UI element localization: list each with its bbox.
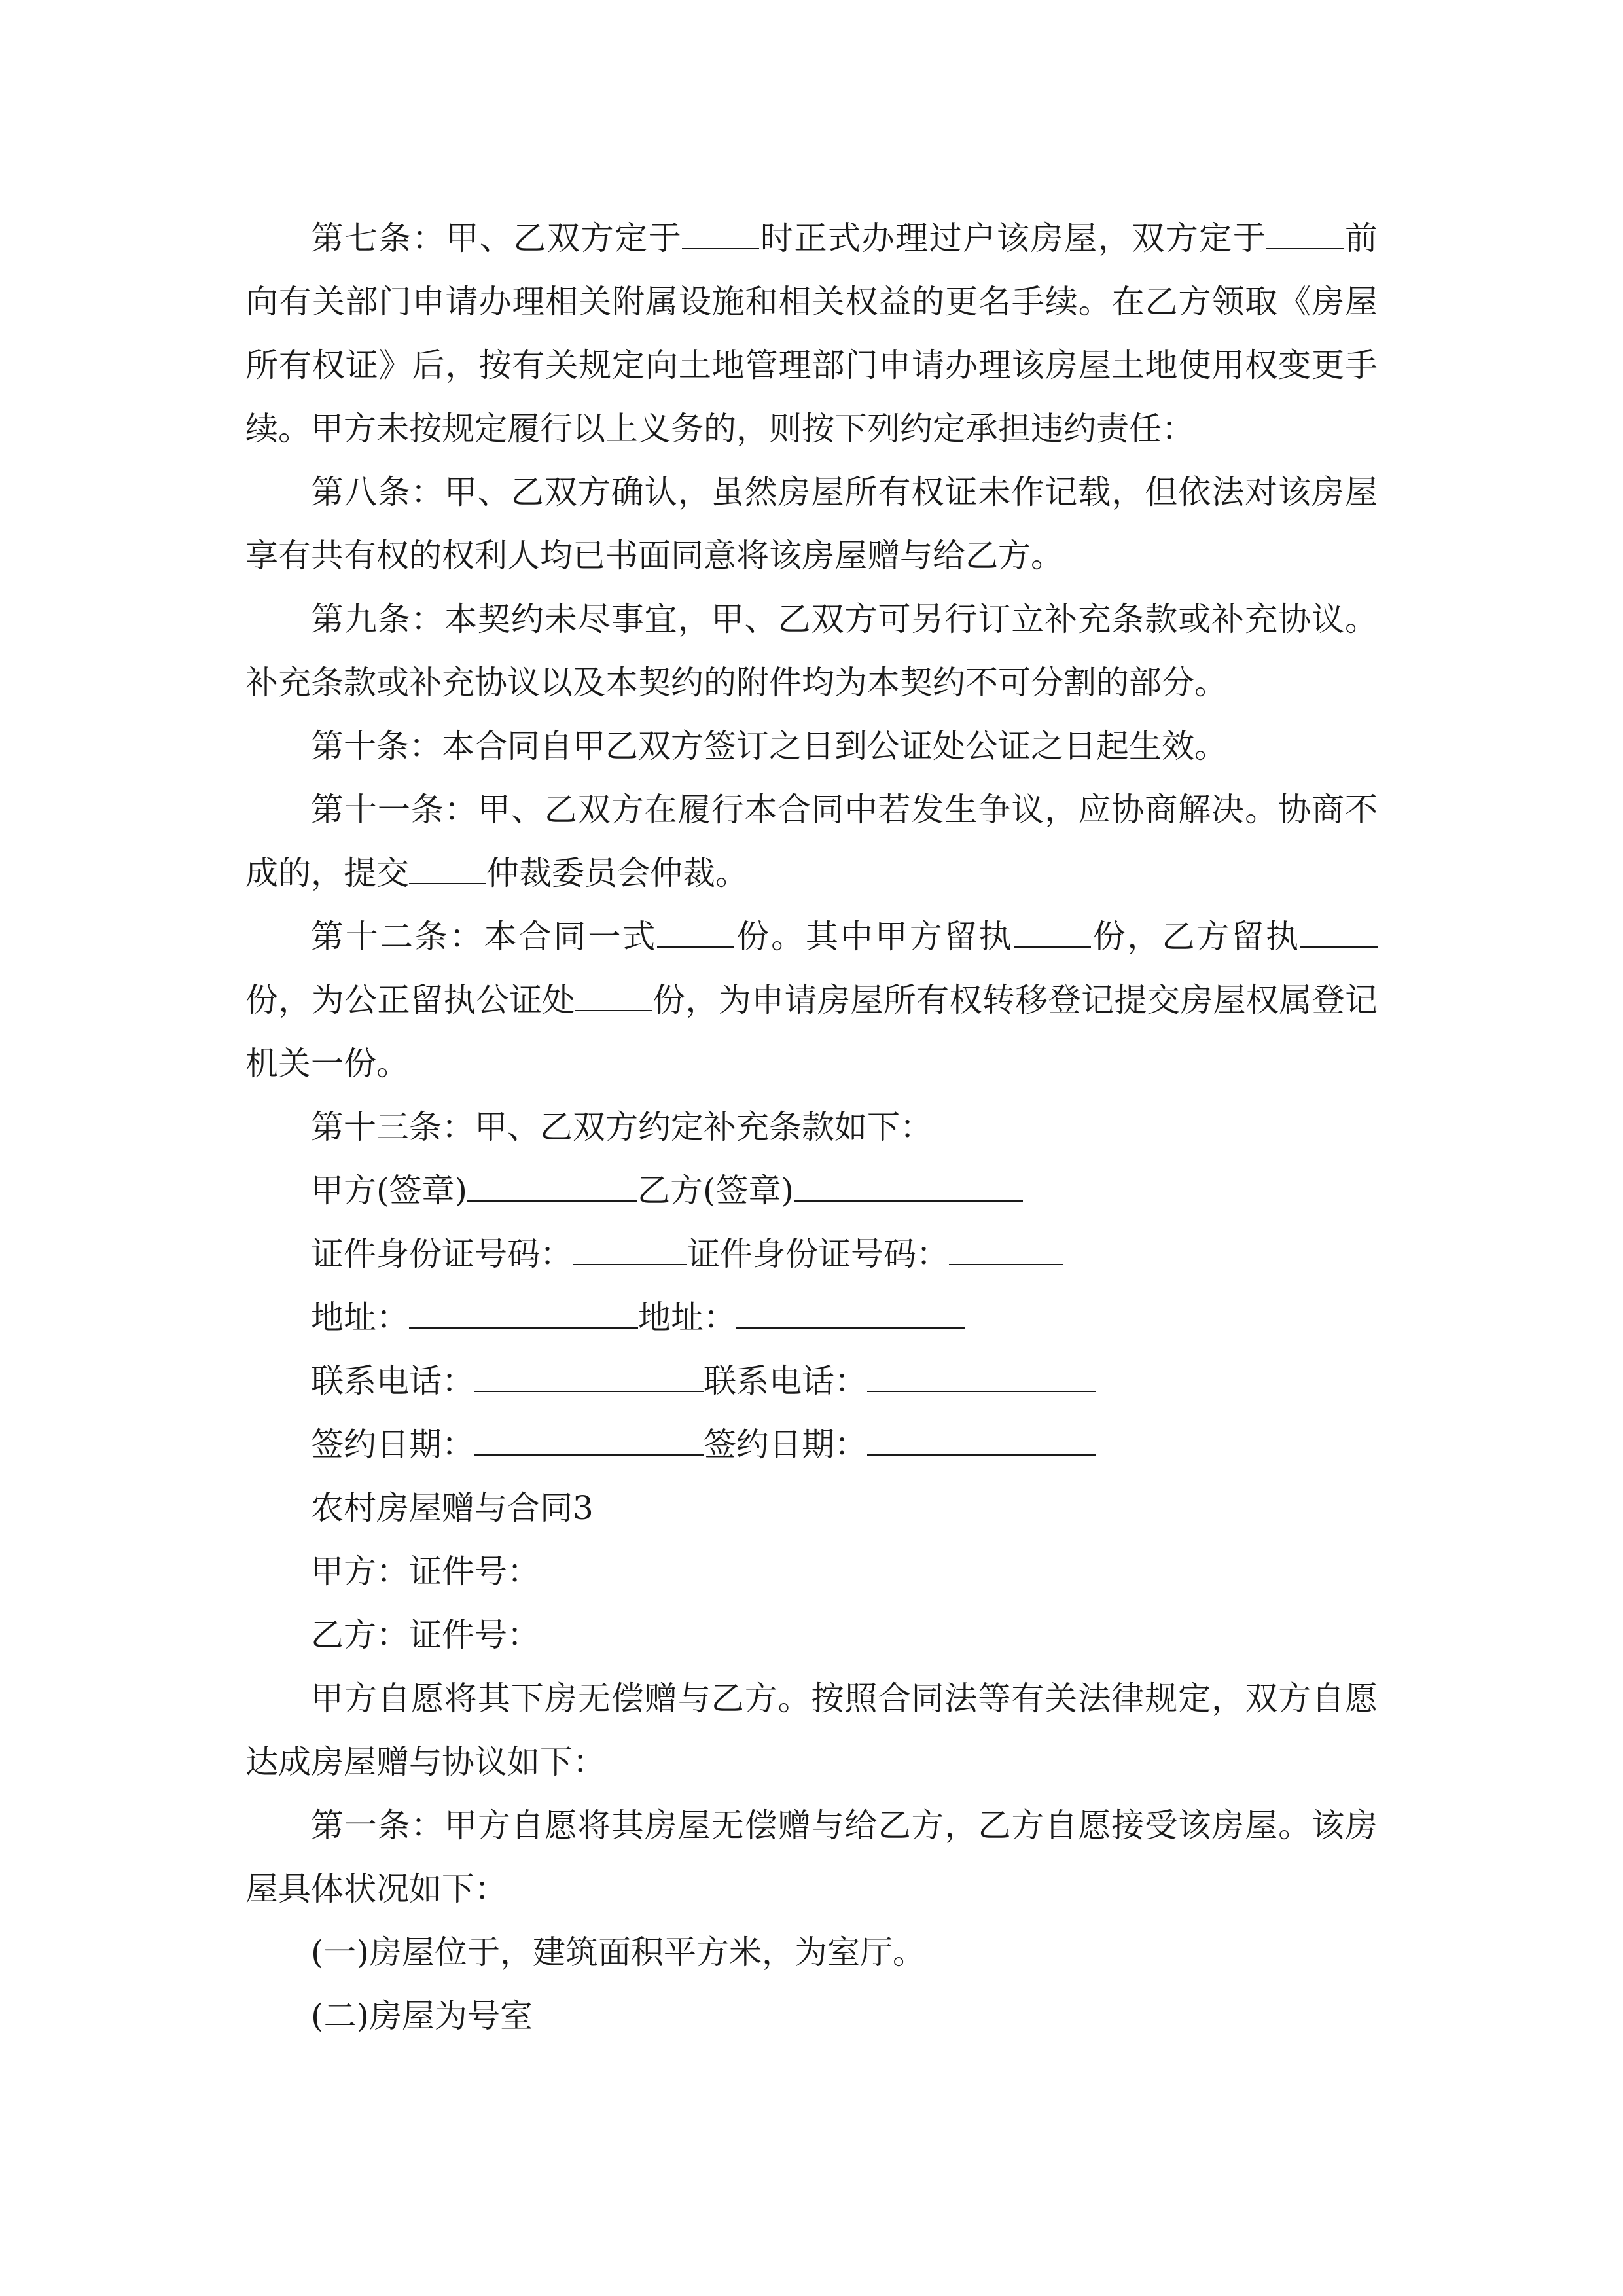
blank-field: [1300, 920, 1378, 948]
party-a-id-label: 证件身份证号码：: [311, 1235, 573, 1273]
phone-line: [245, 1350, 1378, 1413]
article-9: 第九条：本契约未尽事宜，甲、乙双方可另行订立补充条款或补充协议。补充条款或补充协议以及本契约的附件均为本契约不可分割的部分。: [245, 600, 1378, 702]
contract-3-item-2: (二)房屋为号室: [311, 1997, 533, 2035]
date-blank: [474, 1428, 704, 1456]
contract-3-item-1: (一)房屋位于，建筑面积平方米，为室厅。: [311, 1933, 926, 1971]
date-blank: [867, 1428, 1096, 1456]
signature-blank: [794, 1174, 1023, 1202]
contract-3-party-a: 甲方：证件号：: [311, 1552, 540, 1590]
signature-line: [245, 1159, 1378, 1223]
phone-blank: [867, 1365, 1096, 1392]
contract-3-party-b: 乙方：证件号：: [311, 1616, 540, 1654]
article-13: 第十三条：甲、乙双方约定补充条款如下：: [311, 1108, 933, 1146]
document-body: [245, 207, 1378, 2048]
article-8: 第八条：甲、乙双方确认，虽然房屋所有权证未作记载，但依法对该房屋享有共有权的权利人均已书面同意将该房屋赠与给乙方。: [245, 473, 1378, 575]
address-line: [245, 1286, 1378, 1350]
article-10: 第十条：本合同自甲乙双方签订之日到公证处公证之日起生效。: [311, 727, 1227, 765]
party-a-phone-label: 联系电话：: [311, 1362, 474, 1400]
id-blank: [949, 1238, 1063, 1265]
party-a-date-label: 签约日期：: [311, 1426, 474, 1463]
address-blank: [409, 1301, 638, 1329]
contract-3-article-1: 第一条：甲方自愿将其房屋无偿赠与给乙方，乙方自愿接受该房屋。该房屋具体状况如下：: [245, 1806, 1378, 1908]
blank-field: [657, 920, 734, 948]
blank-field: [1014, 920, 1091, 948]
blank-field: [575, 984, 652, 1011]
party-a-seal-label: 甲方(签章): [311, 1172, 468, 1210]
id-number-line: [245, 1223, 1378, 1286]
party-b-seal-label: 乙方(签章): [637, 1172, 794, 1210]
blank-field: [682, 222, 759, 249]
article-12: 第十二条：本合同一式 份。其中甲方留执 份，乙方留执份，为公正留执公证处 份，为申请房屋所有权转移登记提交房屋权属登记机关一份。: [245, 918, 1378, 1083]
contract-3-intro: 甲方自愿将其下房无偿赠与乙方。按照合同法等有关法律规定，双方自愿达成房屋赠与协议如下：: [245, 1679, 1378, 1781]
phone-blank: [474, 1365, 704, 1392]
blank-field: [409, 857, 486, 884]
party-b-id-label: 证件身份证号码：: [687, 1235, 949, 1273]
date-line: [245, 1413, 1378, 1477]
party-b-phone-label: 联系电话：: [704, 1362, 867, 1400]
address-blank: [736, 1301, 965, 1329]
contract-3-title: 农村房屋赠与合同3: [311, 1489, 594, 1527]
article-7: 第七条：甲、乙双方定于 时正式办理过户该房屋，双方定于 前向有关部门申请办理相关附属设施和相关权益的更名手续。在乙方领取《房屋所有权证》后，按有关规定向土地管理部门申请办理该房屋土地使用权变更手续。甲方未按规定履行以上义务的，则按下列约定承担违约责任：: [245, 219, 1378, 448]
blank-field: [1266, 222, 1344, 249]
signature-blank: [467, 1174, 637, 1202]
id-blank: [573, 1238, 687, 1265]
article-11: 第十一条：甲、乙双方在履行本合同中若发生争议，应协商解决。协商不成的，提交 仲裁委员会仲裁。: [245, 791, 1378, 892]
party-b-address-label: 地址：: [638, 1299, 736, 1336]
party-b-date-label: 签约日期：: [704, 1426, 867, 1463]
party-a-address-label: 地址：: [311, 1299, 409, 1336]
